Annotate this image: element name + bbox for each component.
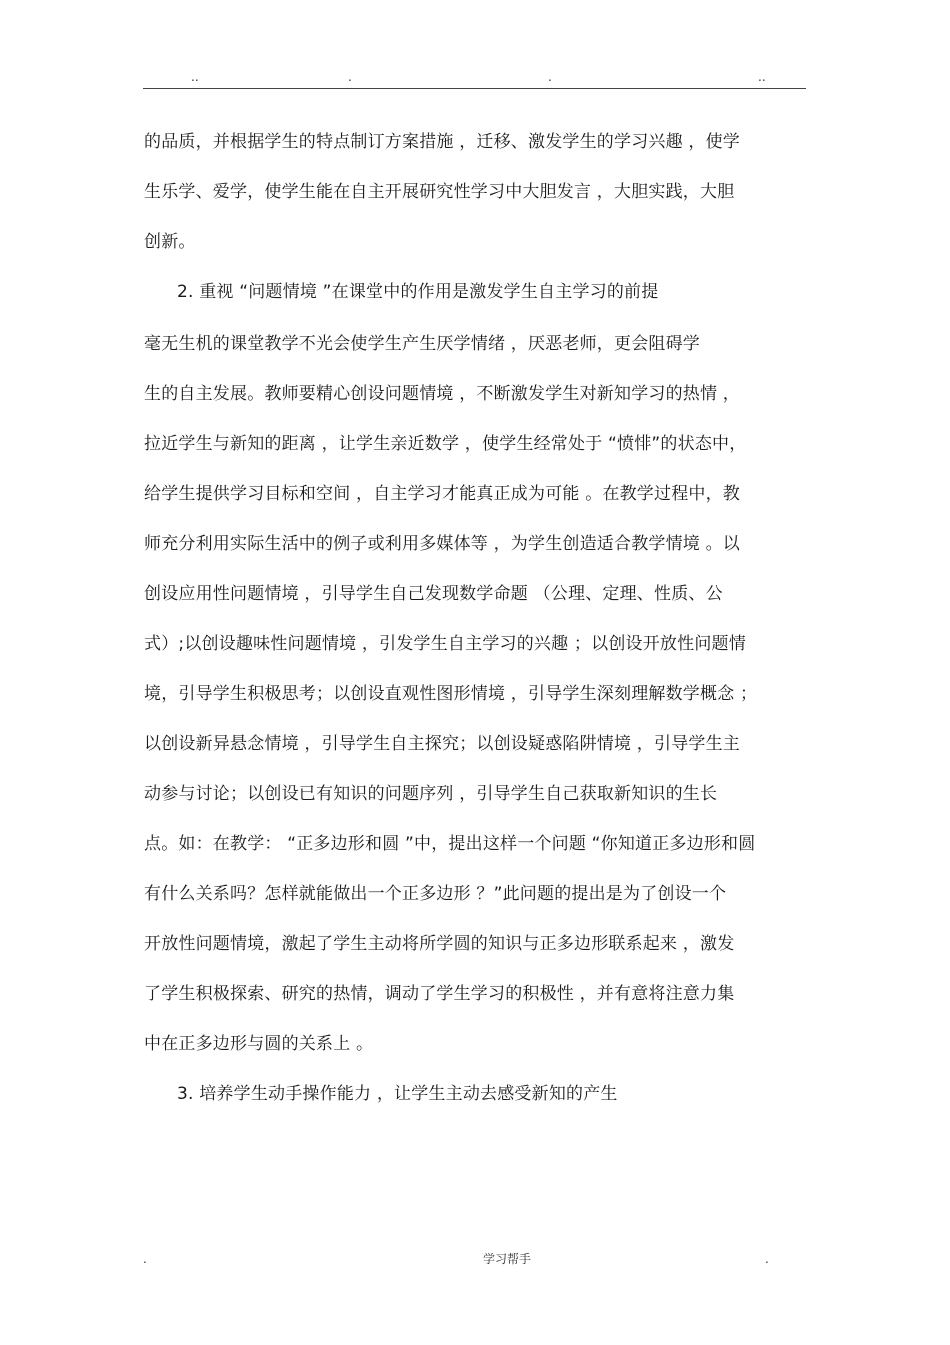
header-mark: .. [758,70,766,84]
page-footer [143,1250,773,1270]
section-heading-3: 3. 培养学生动手操作能力 ，让学生主动去感受新知的产生 [177,1084,618,1104]
header-mark: . [548,70,552,84]
text-line: 给学生提供学习目标和空间 ，自主学习才能真正成为可能 。在教学过程中，教 [144,484,741,504]
text-line: 的品质，并根据学生的特点制订方案措施 ，迁移、激发学生的学习兴趣 ，使学 [144,132,741,152]
text-line: 了学生积极探索、研究的热情，调动了学生学习的积极性 ，并有意将注意力集 [144,984,735,1004]
text-line: 生乐学、爱学，使学生能在自主开展研究性学习中大胆发言 ，大胆实践，大胆 [144,182,735,202]
footer-mark: . [765,1252,769,1266]
text-line: 点。如：在教学： “正多边形和圆 ”中，提出这样一个问题 “你知道正多边形和圆 [144,834,756,854]
text-line: 创新。 [144,232,196,252]
text-line: 中在正多边形与圆的关系上 。 [144,1034,374,1054]
text-line: 以创设新异悬念情境 ，引导学生自主探究；以创设疑惑陷阱情境 ，引导学生主 [144,734,741,754]
paragraph-1 [144,128,806,278]
text-line: 生的自主发展。教师要精心创设问题情境 ，不断激发学生对新知学习的热情 ， [144,384,741,404]
text-line: 式）;以创设趣味性问题情境 ，引发学生自主学习的兴趣 ；以创设开放性问题情 [144,634,746,654]
footer-mark: . [143,1252,147,1266]
header-mark: . [348,70,352,84]
text-line: 师充分利用实际生活中的例子或利用多媒体等 ，为学生创造适合教学情境 。以 [144,534,741,554]
text-line: 拉近学生与新知的距离 ，让学生亲近数学 ，使学生经常处于 “愤悱”的状态中， [144,434,747,454]
header-mark: .. [191,70,199,84]
text-line: 创设应用性问题情境 ，引导学生自己发现数学命题 （公理、定理、性质、公 [144,584,723,604]
header-rule [143,88,806,89]
page-header [143,70,806,88]
text-line: 动参与讨论；以创设已有知识的问题序列 ，引导学生自己获取新知识的生长 [144,784,718,804]
footer-title: 学习帮手 [483,1252,532,1266]
text-line: 有什么关系吗？怎样就能做出一个正多边形 ？”此问题的提出是为了创设一个 [144,884,727,904]
document-body [144,128,806,1132]
text-line: 开放性问题情境，激起了学生主动将所学圆的知识与正多边形联系起来 ，激发 [144,934,735,954]
text-line: 毫无生机的课堂教学不光会使学生产生厌学情绪 ，厌恶老师，更会阻碍学 [144,334,701,354]
text-line: 境，引导学生积极思考；以创设直观性图形情境 ，引导学生深刻理解数学概念 ； [144,684,758,704]
section-heading-2: 2. 重视 “问题情境 ”在课堂中的作用是激发学生自主学习的前提 [177,282,659,302]
paragraph-2 [144,330,806,1080]
